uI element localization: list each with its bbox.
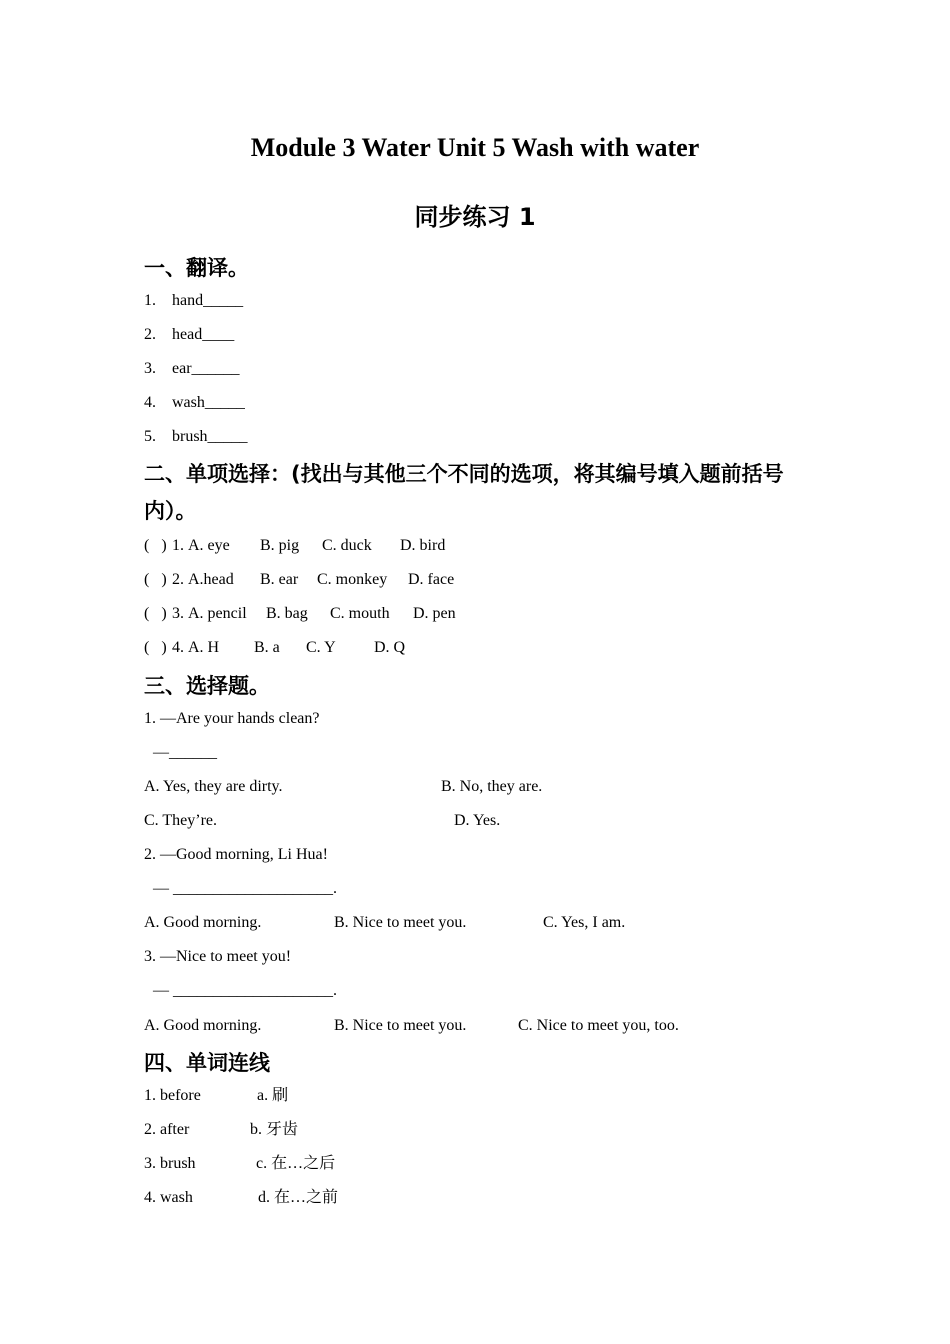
option-b: B. Nice to meet you. [334, 1017, 467, 1034]
answer-blank: — ____________________. [153, 880, 337, 897]
option-b: B. Nice to meet you. [334, 914, 467, 931]
option-a: A. Good morning. [144, 1017, 262, 1034]
worksheet-page: Module 3 Water Unit 5 Wash with water 同步练习 1 一、翻译。 1. hand_____ 2. head____ 3. ear______ 4. wash_____ 5. brush_____ 二、单项选择：(找出与其他三个不同的选项，将其编号填入题前括号 内）。 ( ) 1. A. eye B. pig C. duck D. bird ( ) 2. A.head B. ear C. monkey D. face ( ) 3. A. pencil B. bag C. mouth D. pen ( ) 4. A. H B. a C. Y D. Q 三、选择题。 1. —Are your hands clean? —______ A. Yes, they are dirty. B. No, they are. C. They’re. D. Yes. 2. —Good morning, Li Hua! — ____________________. A. Good morning. B. Nice to meet you. C. Yes, I am. 3. —Nice to meet you! — ____________________. A. Good morning. B. Nice to meet you. C. Nice to meet you, too. 四、单词连线 1. before a. 刷 2. after b. 牙齿 3. brush c. 在…之后 4. wash d. 在…之前 [0, 0, 950, 1344]
option-c: C. They’re. [144, 812, 218, 829]
translation-item: 5. brush_____ [144, 428, 248, 445]
section2-heading-cont: 内）。 [144, 499, 197, 523]
match-right: d. 在…之前 [258, 1189, 339, 1206]
question-text: 2. —Good morning, Li Hua! [144, 846, 328, 863]
match-left: 2. after [144, 1121, 190, 1138]
match-left: 4. wash [144, 1189, 193, 1206]
option-c: C. Yes, I am. [543, 914, 626, 931]
page-subtitle: 同步练习 1 [414, 203, 536, 231]
translation-item: 3. ear______ [144, 360, 240, 377]
option-c: C. Nice to meet you, too. [518, 1017, 679, 1034]
match-right: a. 刷 [257, 1087, 289, 1104]
section3-heading: 三、选择题。 [144, 674, 270, 698]
match-left: 3. brush [144, 1155, 196, 1172]
option-d: D. Yes. [454, 812, 501, 829]
section2-heading: 二、单项选择：(找出与其他三个不同的选项，将其编号填入题前括号 [144, 462, 784, 486]
section4-heading: 四、单词连线 [144, 1051, 270, 1075]
option-a: A. Good morning. [144, 914, 262, 931]
translation-item: 1. hand_____ [144, 292, 244, 309]
section1-heading: 一、翻译。 [144, 256, 249, 280]
question-text: 3. —Nice to meet you! [144, 948, 292, 965]
option-a: A. Yes, they are dirty. [144, 778, 283, 795]
translation-item: 2. head____ [144, 326, 235, 343]
match-left: 1. before [144, 1087, 201, 1104]
match-right: c. 在…之后 [256, 1155, 336, 1172]
answer-blank: —______ [153, 744, 217, 761]
option-b: B. No, they are. [441, 778, 543, 795]
question-text: 1. —Are your hands clean? [144, 710, 320, 727]
translation-item: 4. wash_____ [144, 394, 245, 411]
page-title: Module 3 Water Unit 5 Wash with water [250, 133, 700, 162]
answer-blank: — ____________________. [153, 982, 337, 999]
match-right: b. 牙齿 [250, 1121, 299, 1138]
